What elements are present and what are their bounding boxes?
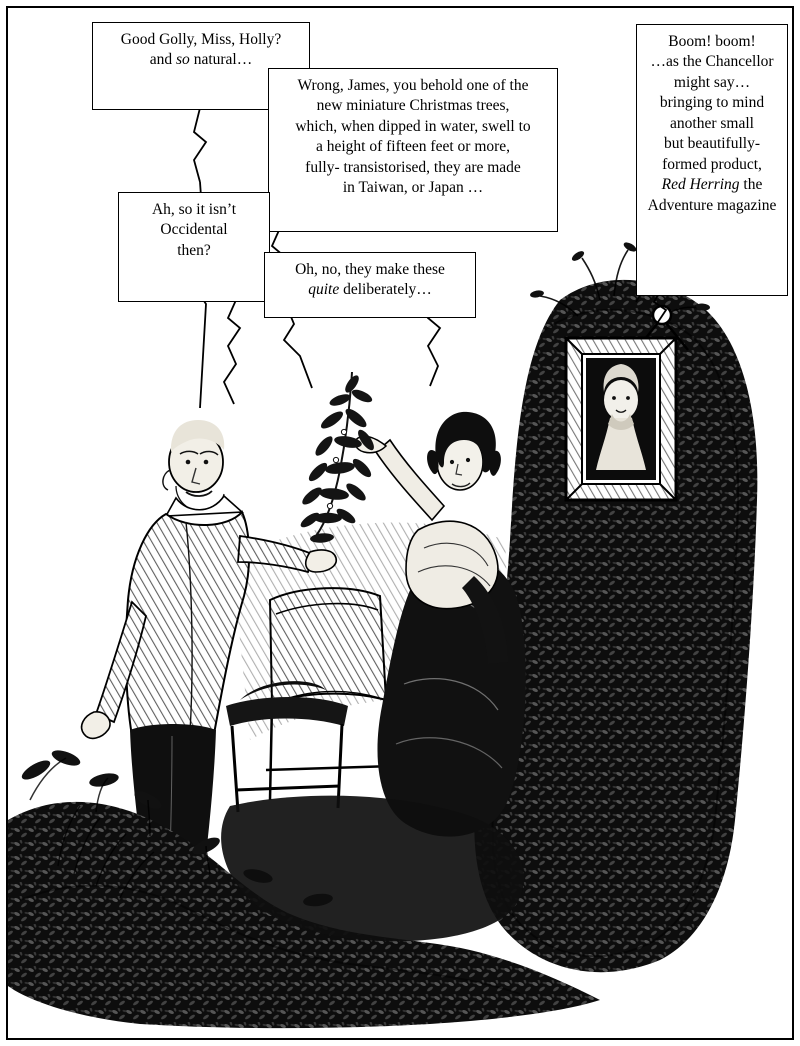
balloon-line: a height of fifteen feet or more, [315, 138, 511, 156]
speech-balloon-quite-deliberately [264, 252, 476, 318]
balloon-text-fragment: the [739, 176, 763, 194]
balloon-line: formed product, [662, 155, 762, 173]
balloon-line: Ah, so it isn’t [151, 201, 237, 218]
balloon-line: which, when dipped in water, swell to [295, 117, 531, 135]
balloon-text-fragment: and [149, 51, 177, 69]
balloon-line: fully- transistorised, they are made [305, 158, 521, 176]
balloon-line: in Taiwan, or Japan … [342, 179, 484, 197]
balloon-line [275, 280, 465, 300]
balloon-line: Oh, no, they make these [295, 261, 445, 278]
speech-balloon-boom-boom [636, 24, 788, 296]
balloon-text-italic: Red Herring [661, 176, 740, 194]
balloon-text-fragment: natural… [189, 51, 253, 69]
balloon-line: but beautifully- [664, 135, 760, 153]
balloon-tail-occidental [190, 300, 280, 430]
balloon-line: another small [670, 114, 754, 132]
balloon-line: might say… [673, 73, 751, 91]
balloon-line [647, 175, 777, 195]
balloon-line: Good Golly, Miss, Holly? [120, 31, 282, 48]
balloon-line: Adventure magazine [647, 196, 777, 214]
balloon-text-fragment: deliberately… [339, 281, 432, 299]
speech-balloon-occidental [118, 192, 270, 302]
balloon-line: …as the Chancellor [650, 53, 774, 71]
balloon-line: new miniature Christmas trees, [316, 97, 510, 115]
armchair-group [266, 588, 396, 800]
balloon-line: Occidental [160, 221, 228, 239]
balloon-text-italic: so [176, 51, 190, 69]
balloon-line: Boom! boom! [668, 33, 756, 50]
speech-balloon-wrong-james [268, 68, 558, 232]
balloon-text-italic: quite [308, 281, 340, 299]
balloon-line: Wrong, James, you behold one of the [297, 77, 529, 94]
balloon-line: bringing to mind [659, 94, 765, 112]
balloon-line: then? [177, 241, 211, 259]
side-table-group [226, 681, 348, 812]
